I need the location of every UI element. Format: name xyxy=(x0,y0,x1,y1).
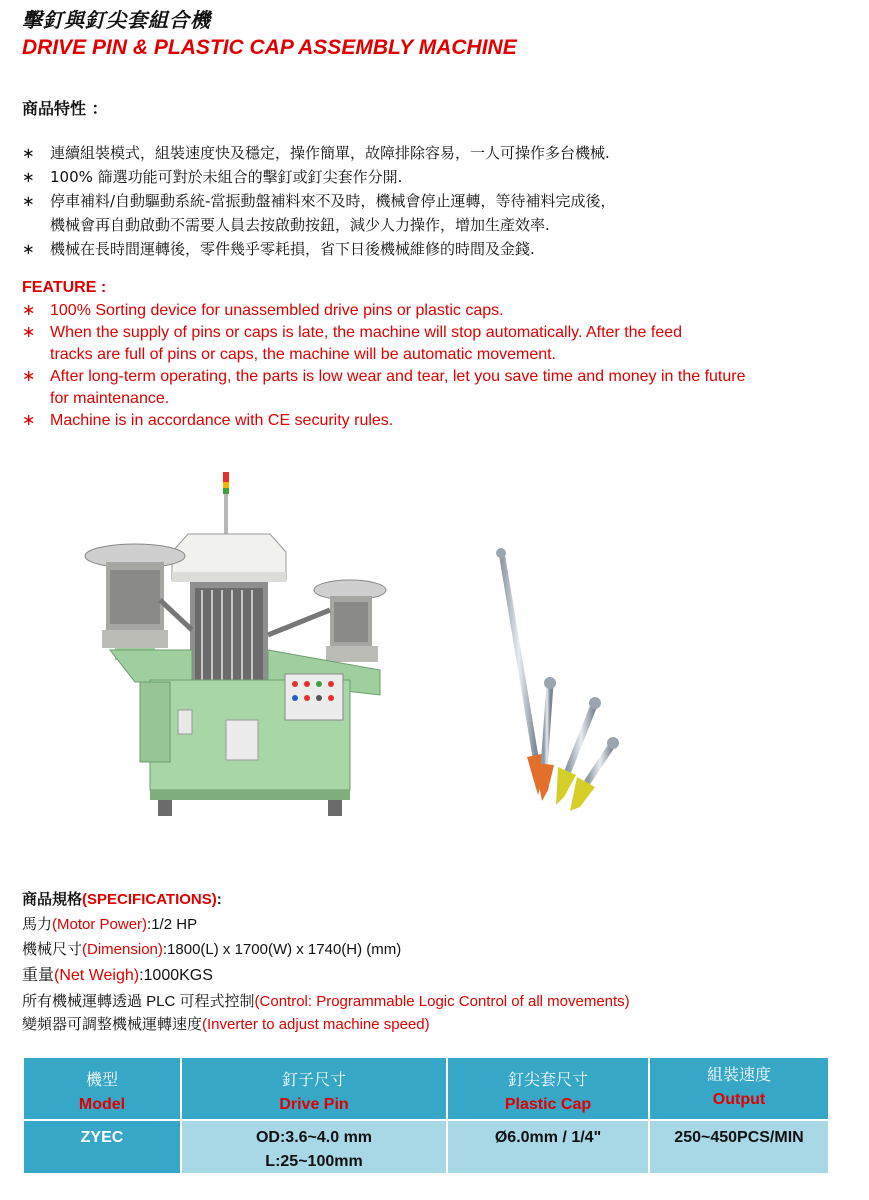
table-cell-plastic-cap xyxy=(448,1121,648,1173)
feature-zh-item xyxy=(22,165,615,189)
features-en-heading: FEATURE : xyxy=(22,279,107,296)
cell-line: ZYEC xyxy=(80,1129,124,1146)
feature-zh-text: 連續組裝模式，組裝速度快及穩定，操作簡單，故障排除容易，一人可操作多台機械. xyxy=(50,144,610,162)
spec-label-en: (Control: Programmable Logic Control of all movements) xyxy=(254,993,630,1010)
feature-zh-text: 停車補料/自動驅動系統-當振動盤補料來不及時，機械會停止運轉，等待補料完成後， xyxy=(50,192,616,210)
spec-net-weight xyxy=(22,962,213,985)
header-zh: 釘尖套尺寸 xyxy=(507,1072,588,1089)
cell-line: L:25~100mm xyxy=(265,1153,363,1170)
header-zh: 組裝速度 xyxy=(706,1067,771,1084)
header-en: Plastic Cap xyxy=(504,1096,592,1113)
feature-zh-item xyxy=(22,141,615,165)
feature-en-text: When the supply of pins or caps is late, the machine will stop automatically. After the feed xyxy=(50,324,683,341)
specs-heading-zh: 商品規格 xyxy=(22,891,83,908)
spec-label-en: (Net Weigh) xyxy=(54,967,140,984)
feature-zh-text: 機械在長時間運轉後，零件幾乎零耗損，省下日後機械維修的時間及金錢. xyxy=(50,240,535,258)
bullet-star: ∗ xyxy=(22,168,35,186)
bullet-star: ∗ xyxy=(22,144,35,162)
features-zh-heading: 商品特性 ： xyxy=(22,99,108,118)
bullet-star: ∗ xyxy=(22,324,36,341)
bullet-star: ∗ xyxy=(22,412,36,429)
feature-en-item xyxy=(22,300,852,322)
features-en-list xyxy=(22,300,852,432)
header-zh: 釘子尺寸 xyxy=(281,1072,346,1089)
spec-value: :1800(L) x 1700(W) x 1740(H) (mm) xyxy=(162,941,402,958)
table-header-cell xyxy=(182,1058,446,1119)
spec-label-zh: 所有機械運轉透過 PLC 可程式控制 xyxy=(22,993,255,1010)
specs-heading-colon: : xyxy=(216,891,222,908)
feature-en-item xyxy=(22,410,852,432)
table-cell-model xyxy=(24,1121,180,1173)
header-en: Output xyxy=(712,1091,766,1108)
table-header-cell xyxy=(448,1058,648,1119)
cell-line: Ø6.0mm / 1/4" xyxy=(494,1129,602,1146)
feature-en-text: tracks are full of pins or caps, the machine will be automatic movement. xyxy=(50,346,556,363)
spec-table xyxy=(22,1056,830,1175)
specs-heading-en: (SPECIFICATIONS) xyxy=(82,891,217,908)
bullet-star: ∗ xyxy=(22,302,36,319)
header-en: Model xyxy=(78,1096,126,1113)
spec-motor-power xyxy=(22,913,197,934)
specs-heading xyxy=(22,888,222,909)
spec-label-en: (Motor Power) xyxy=(52,916,148,933)
feature-en-text: for maintenance. xyxy=(50,390,170,407)
feature-zh-item xyxy=(22,237,615,261)
feature-zh-text: 機械會再自動啟動不需要人員去按啟動按鈕，減少人力操作，增加生產效率. xyxy=(50,216,550,234)
feature-zh-text: 100% 篩選功能可對於未組合的擊釘或釘尖套作分開. xyxy=(50,168,403,186)
bullet-star: ∗ xyxy=(22,368,36,385)
features-zh-list xyxy=(22,141,615,261)
table-header-row xyxy=(24,1058,828,1119)
spec-dimension xyxy=(22,938,401,959)
drive-pins-image xyxy=(480,545,640,815)
spec-label-zh: 機械尺寸 xyxy=(22,941,83,958)
table-header-cell xyxy=(24,1058,180,1119)
spec-label-zh: 馬力 xyxy=(22,916,53,933)
feature-en-item xyxy=(22,366,852,410)
spec-label-zh: 重量 xyxy=(22,967,55,984)
bullet-star: ∗ xyxy=(22,192,35,210)
header-en: Drive Pin xyxy=(279,1096,349,1113)
feature-en-text: 100% Sorting device for unassembled drive pins or plastic caps. xyxy=(50,302,504,319)
spec-label-en: (Dimension) xyxy=(82,941,163,958)
feature-en-text: Machine is in accordance with CE security rules. xyxy=(50,412,394,429)
feature-zh-item xyxy=(22,189,615,237)
header-zh: 機型 xyxy=(85,1072,118,1089)
bullet-star: ∗ xyxy=(22,240,35,258)
table-cell-drive-pin xyxy=(182,1121,446,1173)
feature-en-item xyxy=(22,322,852,366)
spec-label-zh: 變頻器可調整機械運轉速度 xyxy=(22,1016,203,1033)
spec-inverter xyxy=(22,1013,430,1034)
table-cell-output xyxy=(650,1121,828,1173)
cell-line: OD:3.6~4.0 mm xyxy=(255,1129,373,1146)
title-english: DRIVE PIN & PLASTIC CAP ASSEMBLY MACHINE xyxy=(22,36,517,59)
spec-label-en: (Inverter to adjust machine speed) xyxy=(202,1016,430,1033)
table-row xyxy=(24,1121,828,1173)
spec-value: :1000KGS xyxy=(139,967,213,984)
feature-en-text: After long-term operating, the parts is low wear and tear, let you save time and money in the future xyxy=(50,368,746,385)
table-header-cell xyxy=(650,1058,828,1119)
assembly-machine-image xyxy=(80,470,400,830)
title-chinese: 擊釘與釘尖套組合機 xyxy=(22,8,211,32)
spec-control xyxy=(22,990,630,1011)
spec-value: :1/2 HP xyxy=(147,916,198,933)
cell-line: 250~450PCS/MIN xyxy=(674,1129,804,1146)
